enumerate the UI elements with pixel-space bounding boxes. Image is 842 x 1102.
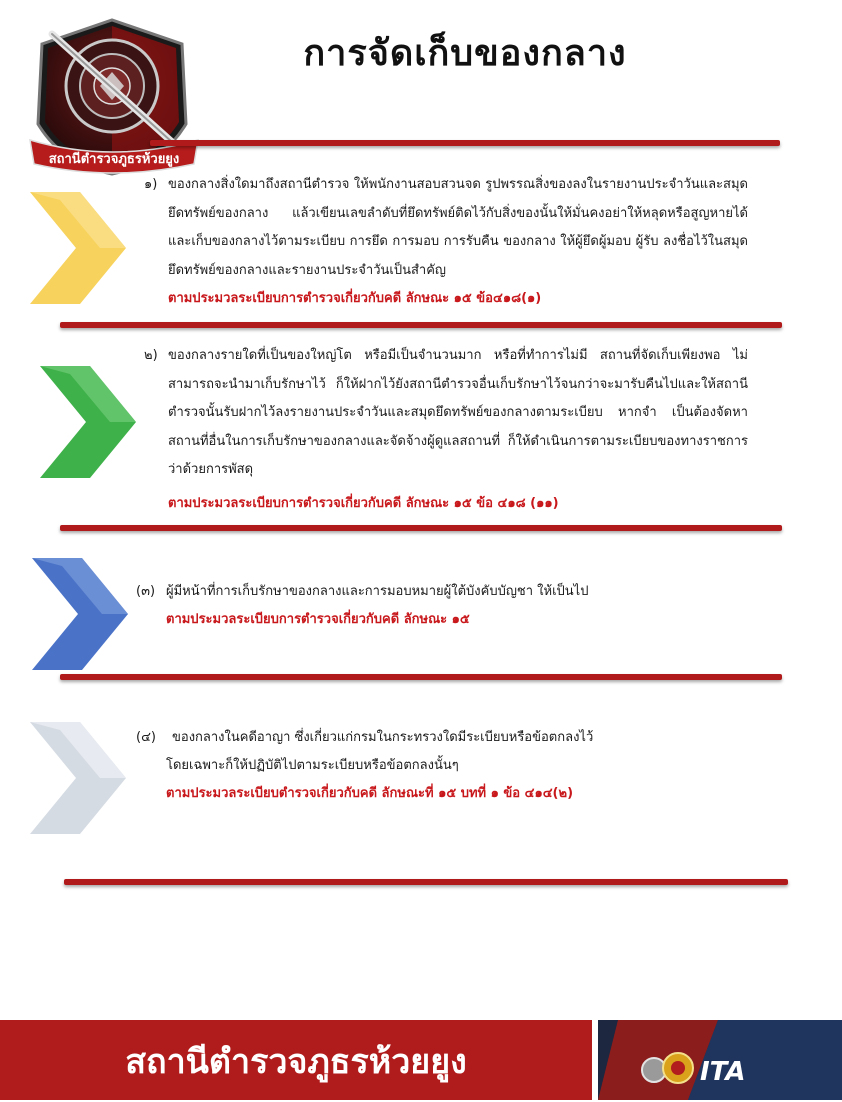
section-body <box>168 171 748 285</box>
section-body <box>166 578 746 607</box>
section-1 <box>144 171 748 316</box>
divider <box>60 525 782 531</box>
section-body <box>168 342 748 485</box>
divider <box>60 322 782 328</box>
chevron-arrow-icon-gray <box>30 722 126 834</box>
section-number: ๑) <box>144 177 158 192</box>
ita-logo-text: ITA <box>700 1057 746 1087</box>
page-title: การจัดเก็บของกลาง <box>303 33 627 74</box>
chevron-arrow-icon-blue <box>32 558 128 670</box>
section-2 <box>144 342 748 517</box>
footer-logos <box>604 1022 826 1098</box>
divider <box>64 879 788 885</box>
police-badge-logo <box>22 14 204 182</box>
svg-text:สถานีตำรวจภูธรห้วยยูง: สถานีตำรวจภูธรห้วยยูง <box>48 152 180 167</box>
section-4 <box>136 724 748 814</box>
section-reference: ตามประมวลระเบียบการตำรวจเกี่ยวกับคดี ลักษณะ ๑๕ ข้อ๔๑๘(๑) <box>168 291 542 306</box>
section-text: ผู้มีหน้าที่การเก็บรักษาของกลางและการมอบหมายผู้ใต้บังคับบัญชา ให้เป็นไป <box>166 584 589 599</box>
section-text: ของกลางสิ่งใดมาถึงสถานีตำรวจ ให้พนักงานสอบสวนจด รูปพรรณสิ่งของลงในรายงานประจำวันและสมุดยึดทรัพย์ของกลาง แล้วเขียนเลขลำดับที่ยึดทรัพย์ติดไว้กับสิ่งของนั้นให้มั่นคงอย่าให้หลุดหรือสูญหายได้และเก็บของกลางไว้ตามระเบียบ การยึด การมอบ การรับคืน ของกลาง ให้ผู้ยึดผู้มอบ ผู้รับ ลงชื่อไว้ในสมุดยึดทรัพย์ของกลางและรายงานประจำวันเป็นสำคัญ <box>168 177 748 278</box>
section-text: ของกลางในคดีอาญา ซึ่งเกี่ยวแก่กรมในกระทรวงใดมีระเบียบหรือข้อตกลงไว้ <box>172 730 594 745</box>
section-reference: ตามประมวลระเบียบการตำรวจเกี่ยวกับคดี ลักษณะ ๑๕ ข้อ ๔๑๘ (๑๑) <box>168 496 559 511</box>
section-number: (๓) <box>136 584 156 599</box>
section-number: ๒) <box>144 348 158 363</box>
divider <box>150 140 780 146</box>
section-text: ของกลางรายใดที่เป็นของใหญ่โต หรือมีเป็นจำนวนมาก หรือที่ทำการไม่มี สถานที่จัดเก็บเพียงพอ ไม่สามารถจะนำมาเก็บรักษาไว้ ก็ให้ฝากไว้ยังสถานีตำรวจอื่นเก็บรักษาไว้จนกว่าจะมารับคืนไปและให้สถานีตำรวจนั้นรับฝากไว้ลงรายงานประจำวันและสมุดยึดทรัพย์ของกลางตามระเบียบ หากจำ เป็นต้องจัดหาสถานที่อื่นในการเก็บรักษาของกลางและจัดจ้างผู้ดูแลสถานที่ ก็ให้ดำเนินการตามระเบียบของทางราชการว่าด้วยการพัสดุ <box>168 348 748 477</box>
footer-station-name: สถานีตำรวจภูธรห้วยยูง <box>125 1042 467 1082</box>
section-3 <box>136 578 748 638</box>
section-reference: ตามประมวลระเบียบตำรวจเกี่ยวกับคดี ลักษณะที่ ๑๕ บทที่ ๑ ข้อ ๔๑๔(๒) <box>166 786 574 801</box>
divider <box>60 674 782 680</box>
chevron-arrow-icon-yellow <box>30 192 126 304</box>
chevron-arrow-icon-green <box>40 366 136 478</box>
section-number: (๔) <box>136 730 156 745</box>
section-text-line2: โดยเฉพาะก็ให้ปฏิบัติไปตามระเบียบหรือข้อตกลงนั้นๆ <box>166 758 459 773</box>
section-reference: ตามประมวลระเบียบการตำรวจเกี่ยวกับคดี ลักษณะ ๑๕ <box>166 612 470 627</box>
